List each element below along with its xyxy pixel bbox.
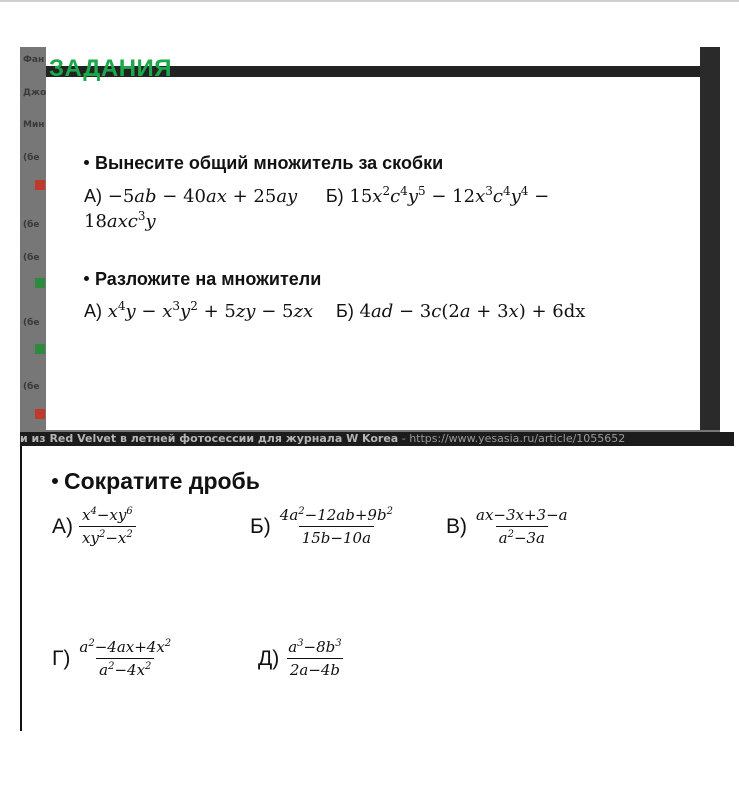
red-square-icon <box>35 409 45 419</box>
green-plus-icon <box>35 278 45 288</box>
task-label: Д) <box>258 646 280 670</box>
task1-b-expression: $15x^2c^4y^5 - 12x^3c^4y^4$ − <box>349 184 550 207</box>
task-heading-reduce-fraction: Сократите дробь <box>52 468 260 495</box>
fraction: $\frac{x^4-xy^6}{xy^2-x^2}$ <box>79 506 136 547</box>
task1-a-expression: −5ab − 40ax + 25ay <box>107 186 298 207</box>
fraction: $\frac{a^2-4ax+4x^2}{a^2-4x^2}$ <box>79 638 172 679</box>
fraction: $\frac{ax-3x+3-a}{a^2-3a}$ <box>476 506 568 547</box>
background-label: Джо <box>23 88 47 98</box>
background-caption <box>20 432 734 446</box>
fraction-item-d <box>258 638 345 679</box>
task-label: А) <box>84 301 102 321</box>
fraction: $\frac{a^3-8b^3}{2a-4b}$ <box>288 638 342 679</box>
task-heading-factorize: Разложите на множители <box>84 269 321 290</box>
background-label: (бе <box>23 220 40 230</box>
fraction-item-b <box>250 506 396 547</box>
task1-expr-line <box>84 184 549 207</box>
caption-url[interactable]: - https://www.yesasia.ru/article/1055652 <box>398 432 626 445</box>
task-label: В) <box>446 514 467 538</box>
task2-expr-line <box>84 299 585 322</box>
background-label: Мин <box>23 120 45 130</box>
caption-text: и из Red Velvet в летней фотосессии для журнала W Korea <box>20 432 399 445</box>
task1-b-continued: 18axc$^3$y <box>84 209 156 232</box>
fraction-item-v <box>446 506 571 547</box>
red-square-icon <box>35 180 45 190</box>
background-label: Фан <box>23 55 45 65</box>
task2-a-expression: $x^4y - x^3y^2 + 5zy - 5zx$ <box>107 299 314 322</box>
bullet-icon <box>52 478 58 484</box>
task-label: Б) <box>250 514 271 538</box>
bullet-icon <box>84 276 89 281</box>
task-label: Г) <box>52 646 71 670</box>
background-label: (бе <box>23 253 40 263</box>
task-label: Б) <box>336 301 354 321</box>
task-heading-factor-out: Вынесите общий множитель за скобки <box>84 153 443 174</box>
fraction: $\frac{4a^2-12ab+9b^2}{15b-10a}$ <box>279 506 393 547</box>
task-label: А) <box>52 514 73 538</box>
task2-b-expression: 4ad − 3c(2a + 3x) + 6dx <box>359 301 586 322</box>
green-plus-icon <box>35 344 45 354</box>
task-label: А) <box>84 186 102 206</box>
page-title: ЗАДАНИЯ <box>49 55 173 82</box>
bullet-icon <box>84 160 89 165</box>
task-label: Б) <box>325 186 344 206</box>
fraction-item-g <box>52 638 174 679</box>
background-label: (бе <box>23 318 40 328</box>
background-label: (бе <box>23 153 40 163</box>
fraction-item-a <box>52 506 136 547</box>
background-label: (бе <box>23 382 40 392</box>
slide-right-strip <box>700 47 720 430</box>
slide-tasks <box>46 47 700 430</box>
top-border <box>0 0 739 2</box>
